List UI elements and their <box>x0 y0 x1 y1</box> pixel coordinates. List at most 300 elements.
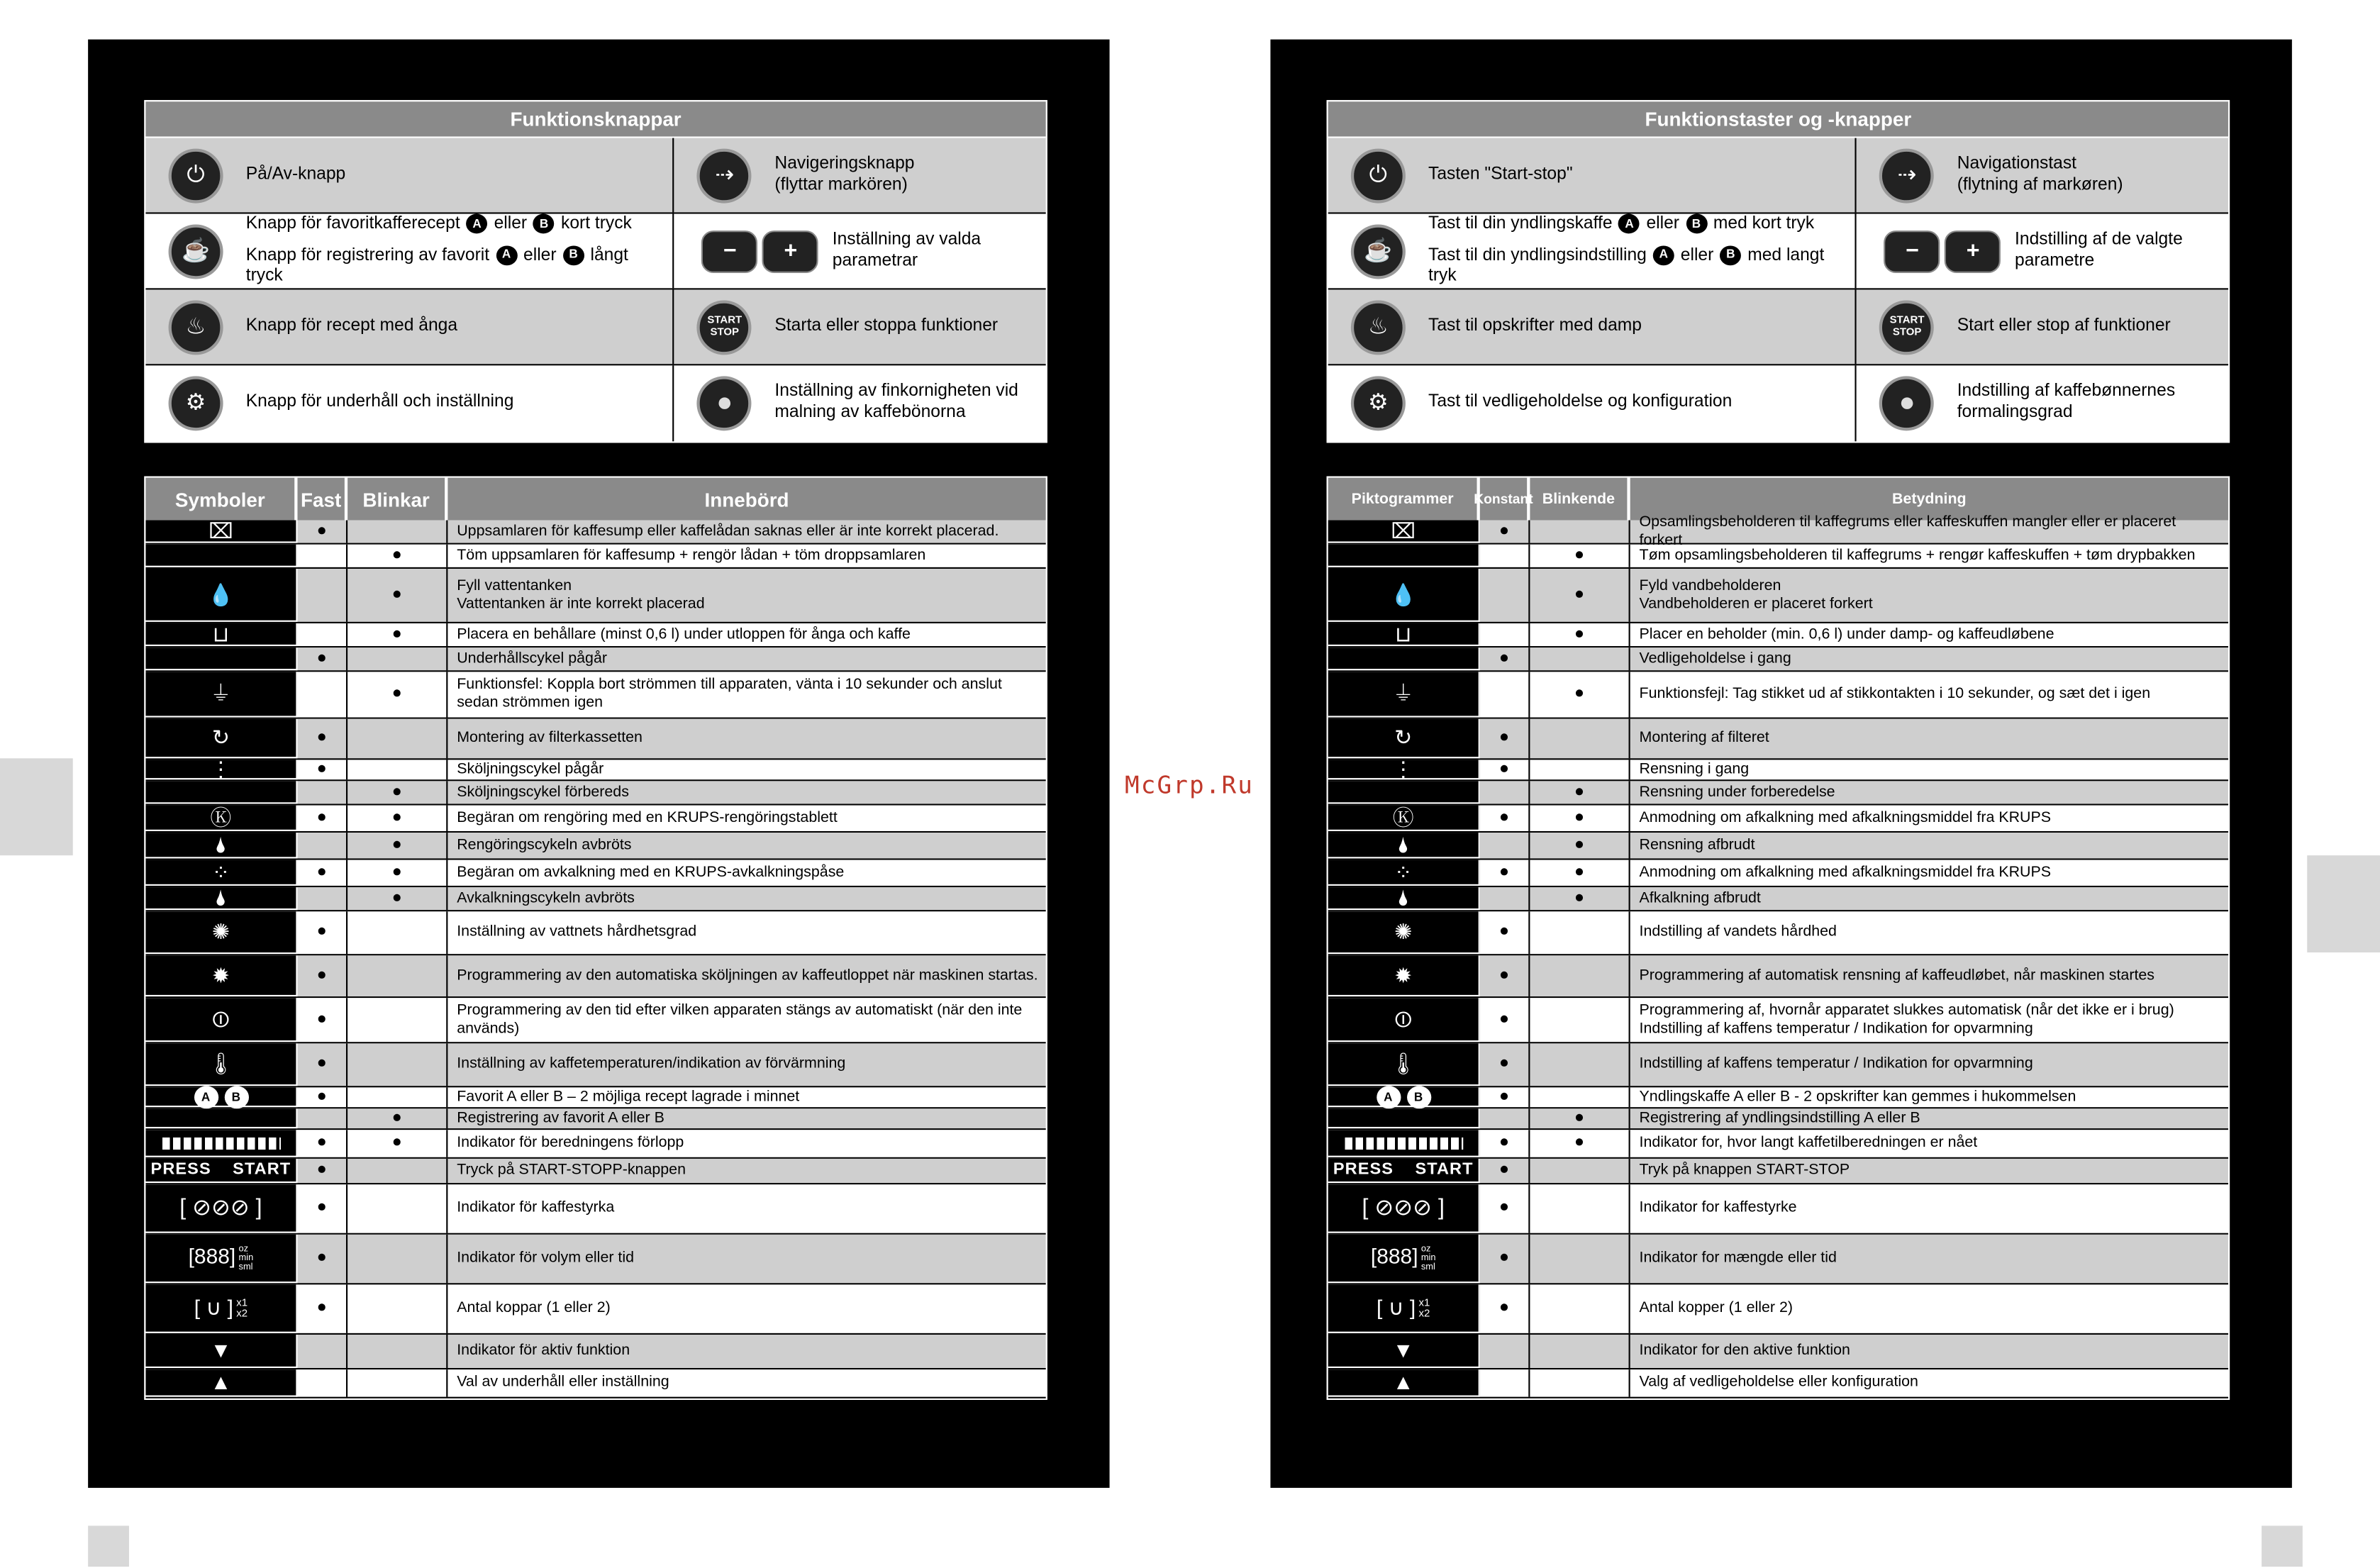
function-description <box>1428 214 1846 288</box>
badge-b-icon: B <box>533 214 555 234</box>
blink-indicator <box>1530 1235 1630 1283</box>
triangle-down-icon: ▼ <box>1392 1338 1414 1362</box>
blink-indicator <box>1530 998 1630 1042</box>
function-cell <box>674 214 1046 289</box>
meaning-text-content: Antal kopper (1 eller 2) <box>1639 1299 1794 1317</box>
symbol-cell <box>145 623 297 646</box>
symbol-table-da <box>1327 477 2230 1400</box>
badge-a-icon: A <box>1376 1086 1400 1109</box>
meaning-text-content: Valg af vedligeholdelse eller konfiguration <box>1639 1374 1918 1391</box>
function-row <box>145 214 1045 290</box>
symbol-cell <box>145 1284 297 1333</box>
stop-label: STOP <box>1892 327 1922 338</box>
function-cell <box>1857 365 2228 441</box>
plus-minus-icon[interactable] <box>702 230 819 273</box>
description-line: malning av kaffebönorna <box>774 403 966 422</box>
start-stop-icon[interactable] <box>1880 300 1935 355</box>
blink-indicator <box>1530 1335 1630 1368</box>
function-row <box>1328 289 2228 365</box>
description-line: Inställning av valda <box>832 230 982 249</box>
blink-indicator: ● <box>347 672 447 717</box>
function-description <box>246 316 664 338</box>
meaning-text-content: Montering af filteret <box>1639 729 1769 747</box>
function-cell <box>1857 289 2228 364</box>
cups-bracket: [ ∪ ] <box>1377 1295 1416 1320</box>
description-line: parametre <box>2015 250 2095 269</box>
fast-indicator <box>297 623 347 646</box>
meaning-text <box>1630 955 2228 996</box>
blink-indicator: ● <box>1530 545 1630 567</box>
meaning-text <box>1630 781 2228 804</box>
plug-icon: ⏚ <box>210 681 232 706</box>
watermark: McGrp.Ru <box>1124 770 1255 800</box>
bean-icon[interactable]: ● <box>697 376 752 430</box>
meaning-text <box>1630 1108 2228 1128</box>
meaning-text <box>1630 569 2228 622</box>
favorite-icon[interactable]: ☕ <box>169 225 223 279</box>
symbol-cell <box>1328 647 1480 670</box>
symbol-cell <box>145 647 297 670</box>
meaning-text-content: Indikator for mængde eller tid <box>1639 1250 1837 1267</box>
blink-indicator: ● <box>347 887 447 910</box>
symbol-cell <box>145 833 297 858</box>
minus-button[interactable]: − <box>1884 230 1940 273</box>
blink-indicator: ● <box>347 623 447 646</box>
table-row <box>1328 998 2228 1043</box>
blink-indicator <box>1530 911 1630 954</box>
badge-b-icon: B <box>1406 1086 1430 1109</box>
function-row <box>1328 365 2228 441</box>
grounds-icon: ⌧ <box>1391 518 1416 543</box>
gear-icon[interactable]: ⚙ <box>1351 376 1406 430</box>
fast-indicator: ● <box>297 1159 347 1183</box>
meaning-text <box>447 998 1045 1042</box>
symbol-cell <box>1328 781 1480 804</box>
meaning-text-content: Rensning i gang <box>1639 760 1750 778</box>
description-line: Tasten "Start-stop" <box>1428 165 1573 183</box>
meaning-text <box>447 760 1045 779</box>
function-description <box>1428 165 1846 186</box>
symbol-cell <box>145 955 297 996</box>
symbol-cell <box>1328 1369 1480 1396</box>
meaning-text <box>447 719 1045 759</box>
fast-indicator <box>297 545 347 567</box>
meaning-text-content: Opsamlingsbeholderen til kaffegrums eller kaffeskuffen mangler eller er placeret forkert <box>1639 513 2176 549</box>
meaning-text-content: Indikator for, hvor langt kaffetilberedningen er nået <box>1639 1134 1978 1152</box>
meaning-text-content: Tryck på START-STOPP-knappen <box>457 1162 686 1179</box>
blink-indicator: ● <box>1530 623 1630 646</box>
meaning-text <box>1630 760 2228 779</box>
function-description <box>1957 155 2219 196</box>
plug-icon: ⏚ <box>1392 681 1414 706</box>
fast-indicator: ● <box>297 1184 347 1233</box>
blink-indicator <box>347 719 447 759</box>
header-fast: Konstant <box>1480 478 1530 521</box>
text-part: Knapp för registrering av favorit <box>245 245 494 265</box>
fast-indicator: ● <box>297 1130 347 1157</box>
volume-unit: sml <box>1420 1262 1435 1272</box>
steam-icon[interactable]: ♨ <box>169 300 223 355</box>
drop-icon: 🌢 <box>214 885 228 910</box>
table-row <box>145 518 1045 545</box>
symbol-cell <box>1328 569 1480 622</box>
description-line: (flytning af markøren) <box>1957 175 2123 194</box>
meaning-text-content: Rensning afbrudt <box>1639 836 1755 853</box>
fast-indicator <box>297 833 347 858</box>
fast-indicator: ● <box>297 1087 347 1107</box>
strength-icon: [ ⊘⊘⊘ ] <box>1362 1194 1445 1221</box>
meaning-text-content: Registrering av favorit A eller B <box>457 1109 664 1126</box>
meaning-text <box>447 672 1045 717</box>
fast-indicator: ● <box>1480 521 1530 543</box>
cups-multiplier: x2 <box>1418 1309 1430 1320</box>
function-cell <box>145 289 674 364</box>
symbol-cell <box>1328 1043 1480 1086</box>
table-row <box>145 1087 1045 1108</box>
cup-outlet-icon: ⊔ <box>212 621 230 646</box>
table-row <box>145 1284 1045 1335</box>
blink-indicator <box>347 955 447 996</box>
header-blink: Blinkende <box>1530 478 1630 521</box>
meaning-text-content: Inställning av kaffetemperaturen/indikation av förvärmning <box>457 1055 846 1072</box>
fast-indicator: ● <box>297 955 347 996</box>
symbol-cell <box>1328 719 1480 759</box>
symbol-cell <box>1328 998 1480 1042</box>
meaning-text <box>447 887 1045 910</box>
table-row <box>1328 887 2228 911</box>
stop-label: STOP <box>710 327 740 338</box>
table-row <box>145 911 1045 955</box>
symbol-table-sv <box>144 477 1047 1400</box>
table-row <box>145 623 1045 647</box>
meaning-text <box>447 1335 1045 1368</box>
fast-indicator: ● <box>297 806 347 831</box>
header-meaning: Betydning <box>1891 490 1967 508</box>
meaning-text <box>1630 1369 2228 1396</box>
auto-off-icon: ⏼ <box>1394 1006 1412 1031</box>
meaning-text-content: Indikator för volym eller tid <box>457 1250 635 1267</box>
meaning-text-content: Indikator for den aktive funktion <box>1639 1342 1850 1360</box>
symbol-cell <box>1328 1235 1480 1283</box>
blink-indicator <box>1530 1159 1630 1183</box>
fast-indicator: ● <box>297 860 347 886</box>
arrow-right-icon[interactable]: ⇢ <box>1880 149 1935 204</box>
blink-indicator <box>1530 521 1630 543</box>
symbol-cell <box>145 1043 297 1086</box>
fast-indicator: ● <box>1480 860 1530 886</box>
table-row <box>145 672 1045 718</box>
blink-indicator: ● <box>347 1108 447 1128</box>
header-fast: Fast <box>297 478 347 521</box>
meaning-text <box>447 1159 1045 1183</box>
table-row <box>1328 833 2228 860</box>
meaning-text <box>1630 887 2228 910</box>
meaning-text <box>1630 647 2228 670</box>
description-line: Navigationstast <box>1957 154 2076 173</box>
progress-bar-icon <box>162 1137 280 1149</box>
blink-indicator: ● <box>1530 1108 1630 1128</box>
cups-icon <box>194 1296 248 1321</box>
blink-indicator <box>1530 955 1630 996</box>
hardness-icon: ✺ <box>211 919 230 944</box>
description-line: Tast til vedligeholdelse og konfiguration <box>1428 393 1733 411</box>
description-line <box>246 214 664 236</box>
blink-indicator <box>1530 1087 1630 1107</box>
gear-icon[interactable]: ⚙ <box>169 376 223 430</box>
plus-minus-icon[interactable] <box>1884 230 2001 273</box>
function-description <box>246 393 664 414</box>
meaning-text-content: Sköljningscykel pågår <box>457 760 604 778</box>
text-part: eller <box>1641 215 1684 233</box>
fast-indicator <box>1480 887 1530 910</box>
function-description <box>774 316 1036 338</box>
symbol-cell <box>145 1184 297 1233</box>
fast-indicator <box>1480 569 1530 622</box>
meaning-text <box>1630 1235 2228 1283</box>
fast-indicator: ● <box>297 521 347 543</box>
meaning-text <box>1630 1184 2228 1233</box>
meaning-text-content: Avkalkningscykeln avbröts <box>457 889 635 906</box>
badge-a-icon: A <box>1619 214 1640 234</box>
meaning-text <box>1630 1130 2228 1157</box>
table-row <box>1328 1184 2228 1235</box>
table-row <box>1328 513 2228 549</box>
symbol-cell <box>145 719 297 759</box>
blink-indicator: ● <box>347 833 447 858</box>
meaning-text <box>1630 1284 2228 1333</box>
fast-indicator <box>297 1335 347 1368</box>
meaning-text <box>447 860 1045 886</box>
table-row <box>1328 623 2228 647</box>
meaning-text <box>447 521 1045 543</box>
table-row <box>1328 569 2228 623</box>
table-row <box>1328 1335 2228 1369</box>
meaning-text <box>1630 623 2228 646</box>
fast-indicator: ● <box>297 760 347 779</box>
fast-indicator: ● <box>297 719 347 759</box>
table-row <box>145 756 1045 781</box>
table-row <box>1328 1369 2228 1399</box>
power-icon[interactable]: ⏻ <box>1351 149 1406 204</box>
meaning-text <box>447 955 1045 996</box>
meaning-text-content: Anmodning om afkalkning med afkalkningsmiddel fra KRUPS <box>1639 863 2052 881</box>
water-icon: 💧 <box>207 582 235 606</box>
table-row <box>145 1043 1045 1087</box>
fast-indicator <box>1480 623 1530 646</box>
function-description <box>774 155 1036 196</box>
fast-indicator: ● <box>297 1043 347 1086</box>
fast-indicator: ● <box>297 1235 347 1283</box>
table-row <box>1328 1087 2228 1108</box>
fast-indicator: ● <box>1480 760 1530 779</box>
bean-icon[interactable]: ● <box>1880 376 1935 430</box>
blink-indicator: ● <box>1530 833 1630 858</box>
blink-indicator <box>347 911 447 954</box>
function-cell <box>674 365 1046 441</box>
meaning-text <box>1630 860 2228 886</box>
table-row <box>145 1335 1045 1369</box>
rinse-icon: ⋮ <box>210 756 232 781</box>
meaning-text-content: Montering av filterkassetten <box>457 729 643 747</box>
header-symbols: Symboler <box>145 478 297 521</box>
symbol-cell <box>145 1130 297 1157</box>
description-line <box>1428 214 1846 236</box>
symbol-cell <box>1328 806 1480 831</box>
filter-icon: ↻ <box>1394 725 1413 750</box>
function-description <box>1957 316 2219 338</box>
steam-icon[interactable]: ♨ <box>1351 300 1406 355</box>
function-cell <box>1328 289 1857 364</box>
blink-indicator <box>1530 1184 1630 1233</box>
text-part: med langt tryk <box>1428 245 1825 285</box>
text-part: eller <box>1675 245 1719 265</box>
fast-indicator: ● <box>297 1284 347 1333</box>
arrow-right-icon[interactable]: ⇢ <box>697 149 752 204</box>
function-cell <box>1328 214 1857 289</box>
function-cell <box>1857 138 2228 213</box>
drop-icon: 🌢 <box>1396 832 1410 857</box>
blink-indicator <box>347 760 447 779</box>
function-cell <box>674 138 1046 213</box>
header-blink: Blinkar <box>347 478 447 521</box>
meaning-text <box>447 623 1045 646</box>
volume-unit: min <box>1420 1253 1436 1263</box>
symbol-cell <box>145 1087 297 1107</box>
fast-indicator: ● <box>1480 911 1530 954</box>
meaning-text <box>1630 672 2228 717</box>
minus-button[interactable]: − <box>702 230 758 273</box>
meaning-text-content: Begäran om avkalkning med en KRUPS-avkalkningspåse <box>457 863 845 881</box>
text-part: Knapp för favoritkafferecept <box>245 215 465 233</box>
table-row <box>1328 1043 2228 1087</box>
fast-indicator <box>1480 1335 1530 1368</box>
text-part: med kort tryk <box>1708 215 1815 233</box>
table-row <box>1328 647 2228 672</box>
volume-units <box>239 1245 254 1272</box>
power-icon[interactable]: ⏻ <box>169 149 223 204</box>
symbol-cell <box>145 1108 297 1128</box>
function-row <box>1328 138 2228 214</box>
panel-danish <box>1270 40 2291 1488</box>
k-icon: Ⓚ <box>1392 804 1414 829</box>
blink-indicator <box>347 1235 447 1283</box>
meaning-text <box>1630 513 2228 549</box>
symbol-cell <box>1328 955 1480 996</box>
auto-off-icon: ⏼ <box>212 1006 230 1031</box>
symbol-cell <box>1328 1108 1480 1128</box>
symbol-cell <box>1328 1087 1480 1107</box>
table-row <box>1328 672 2228 718</box>
meaning-text-content: Rensning under forberedelse <box>1639 783 1835 801</box>
fast-indicator: ● <box>1480 1184 1530 1233</box>
water-icon: 💧 <box>1390 582 1417 606</box>
meaning-text-content: Indikator för beredningens förlopp <box>457 1134 684 1152</box>
favorite-icon[interactable]: ☕ <box>1351 225 1406 279</box>
cups-bracket: [ ∪ ] <box>194 1295 233 1320</box>
function-cell <box>1328 138 1857 213</box>
meaning-text <box>1630 911 2228 954</box>
meaning-text-content: Indikator for kaffestyrke <box>1639 1199 1797 1217</box>
table-row <box>145 1369 1045 1399</box>
symbol-cell <box>145 545 297 567</box>
badge-a-icon: A <box>467 214 488 234</box>
drop-icon: 🌢 <box>214 832 228 857</box>
function-cell <box>145 365 674 441</box>
plus-button[interactable]: + <box>1945 230 2001 273</box>
blink-indicator: ● <box>347 806 447 831</box>
function-description <box>246 165 664 186</box>
meaning-text-content: Fyld vandbeholderen Vandbeholderen er placeret forkert <box>1639 577 1873 612</box>
function-table-sv <box>144 100 1047 443</box>
description-line: Indstilling af de valgte <box>2015 230 2183 249</box>
table-row <box>1328 545 2228 569</box>
meaning-text <box>1630 833 2228 858</box>
descale-icon: ⁘ <box>211 859 230 884</box>
volume-unit: oz <box>238 1245 249 1254</box>
start-stop-icon[interactable] <box>697 300 752 355</box>
volume-icon <box>189 1244 254 1272</box>
blink-indicator: ● <box>1530 672 1630 717</box>
fast-indicator <box>1480 1369 1530 1396</box>
blink-indicator <box>1530 760 1630 779</box>
symbol-cell <box>145 569 297 622</box>
table-row <box>1328 1159 2228 1184</box>
description-line: Starta eller stoppa funktioner <box>774 316 999 335</box>
table-row <box>1328 1130 2228 1159</box>
function-cell <box>674 289 1046 364</box>
meaning-text <box>1630 1335 2228 1368</box>
function-table-da <box>1327 100 2230 443</box>
triangle-up-icon: ▲ <box>1392 1369 1414 1394</box>
auto-rinse-icon: ✹ <box>211 962 230 987</box>
meaning-text <box>447 781 1045 804</box>
function-description <box>1428 393 1846 414</box>
blink-indicator <box>347 998 447 1042</box>
plus-button[interactable]: + <box>762 230 818 273</box>
symbol-cell <box>145 1369 297 1396</box>
text-part: långt tryck <box>245 245 628 285</box>
hardness-icon: ✺ <box>1394 919 1413 944</box>
meaning-text <box>1630 998 2228 1042</box>
meaning-text <box>447 1184 1045 1233</box>
fast-indicator <box>1480 833 1530 858</box>
meaning-text <box>1630 1087 2228 1107</box>
meaning-text <box>447 1235 1045 1283</box>
function-description <box>1428 316 1846 338</box>
table-row <box>1328 1235 2228 1285</box>
fast-indicator <box>297 569 347 622</box>
meaning-text <box>1630 806 2228 831</box>
fast-indicator: ● <box>297 647 347 670</box>
function-description <box>1957 382 2219 424</box>
description-line: Start eller stop af funktioner <box>1957 316 2171 335</box>
cups-multipliers <box>236 1299 248 1320</box>
meaning-text-content: Sköljningscykel förbereds <box>457 783 629 801</box>
symbol-cell <box>1328 911 1480 954</box>
meaning-text <box>1630 545 2228 567</box>
symbol-cell <box>145 518 297 543</box>
fast-indicator <box>1480 1108 1530 1128</box>
press-start-icon: PRESS START <box>150 1160 291 1179</box>
blink-indicator <box>1530 719 1630 759</box>
text-part: eller <box>489 215 532 233</box>
text-part: Tast til din yndlingskaffe <box>1428 215 1618 233</box>
function-description <box>246 214 664 288</box>
strength-icon: [ ⊘⊘⊘ ] <box>179 1194 262 1221</box>
panel-swedish <box>88 40 1109 1488</box>
table-row <box>145 1108 1045 1130</box>
meaning-text-content: Programmering af automatisk rensning af kaffeudløbet, når maskinen startes <box>1639 967 2155 984</box>
